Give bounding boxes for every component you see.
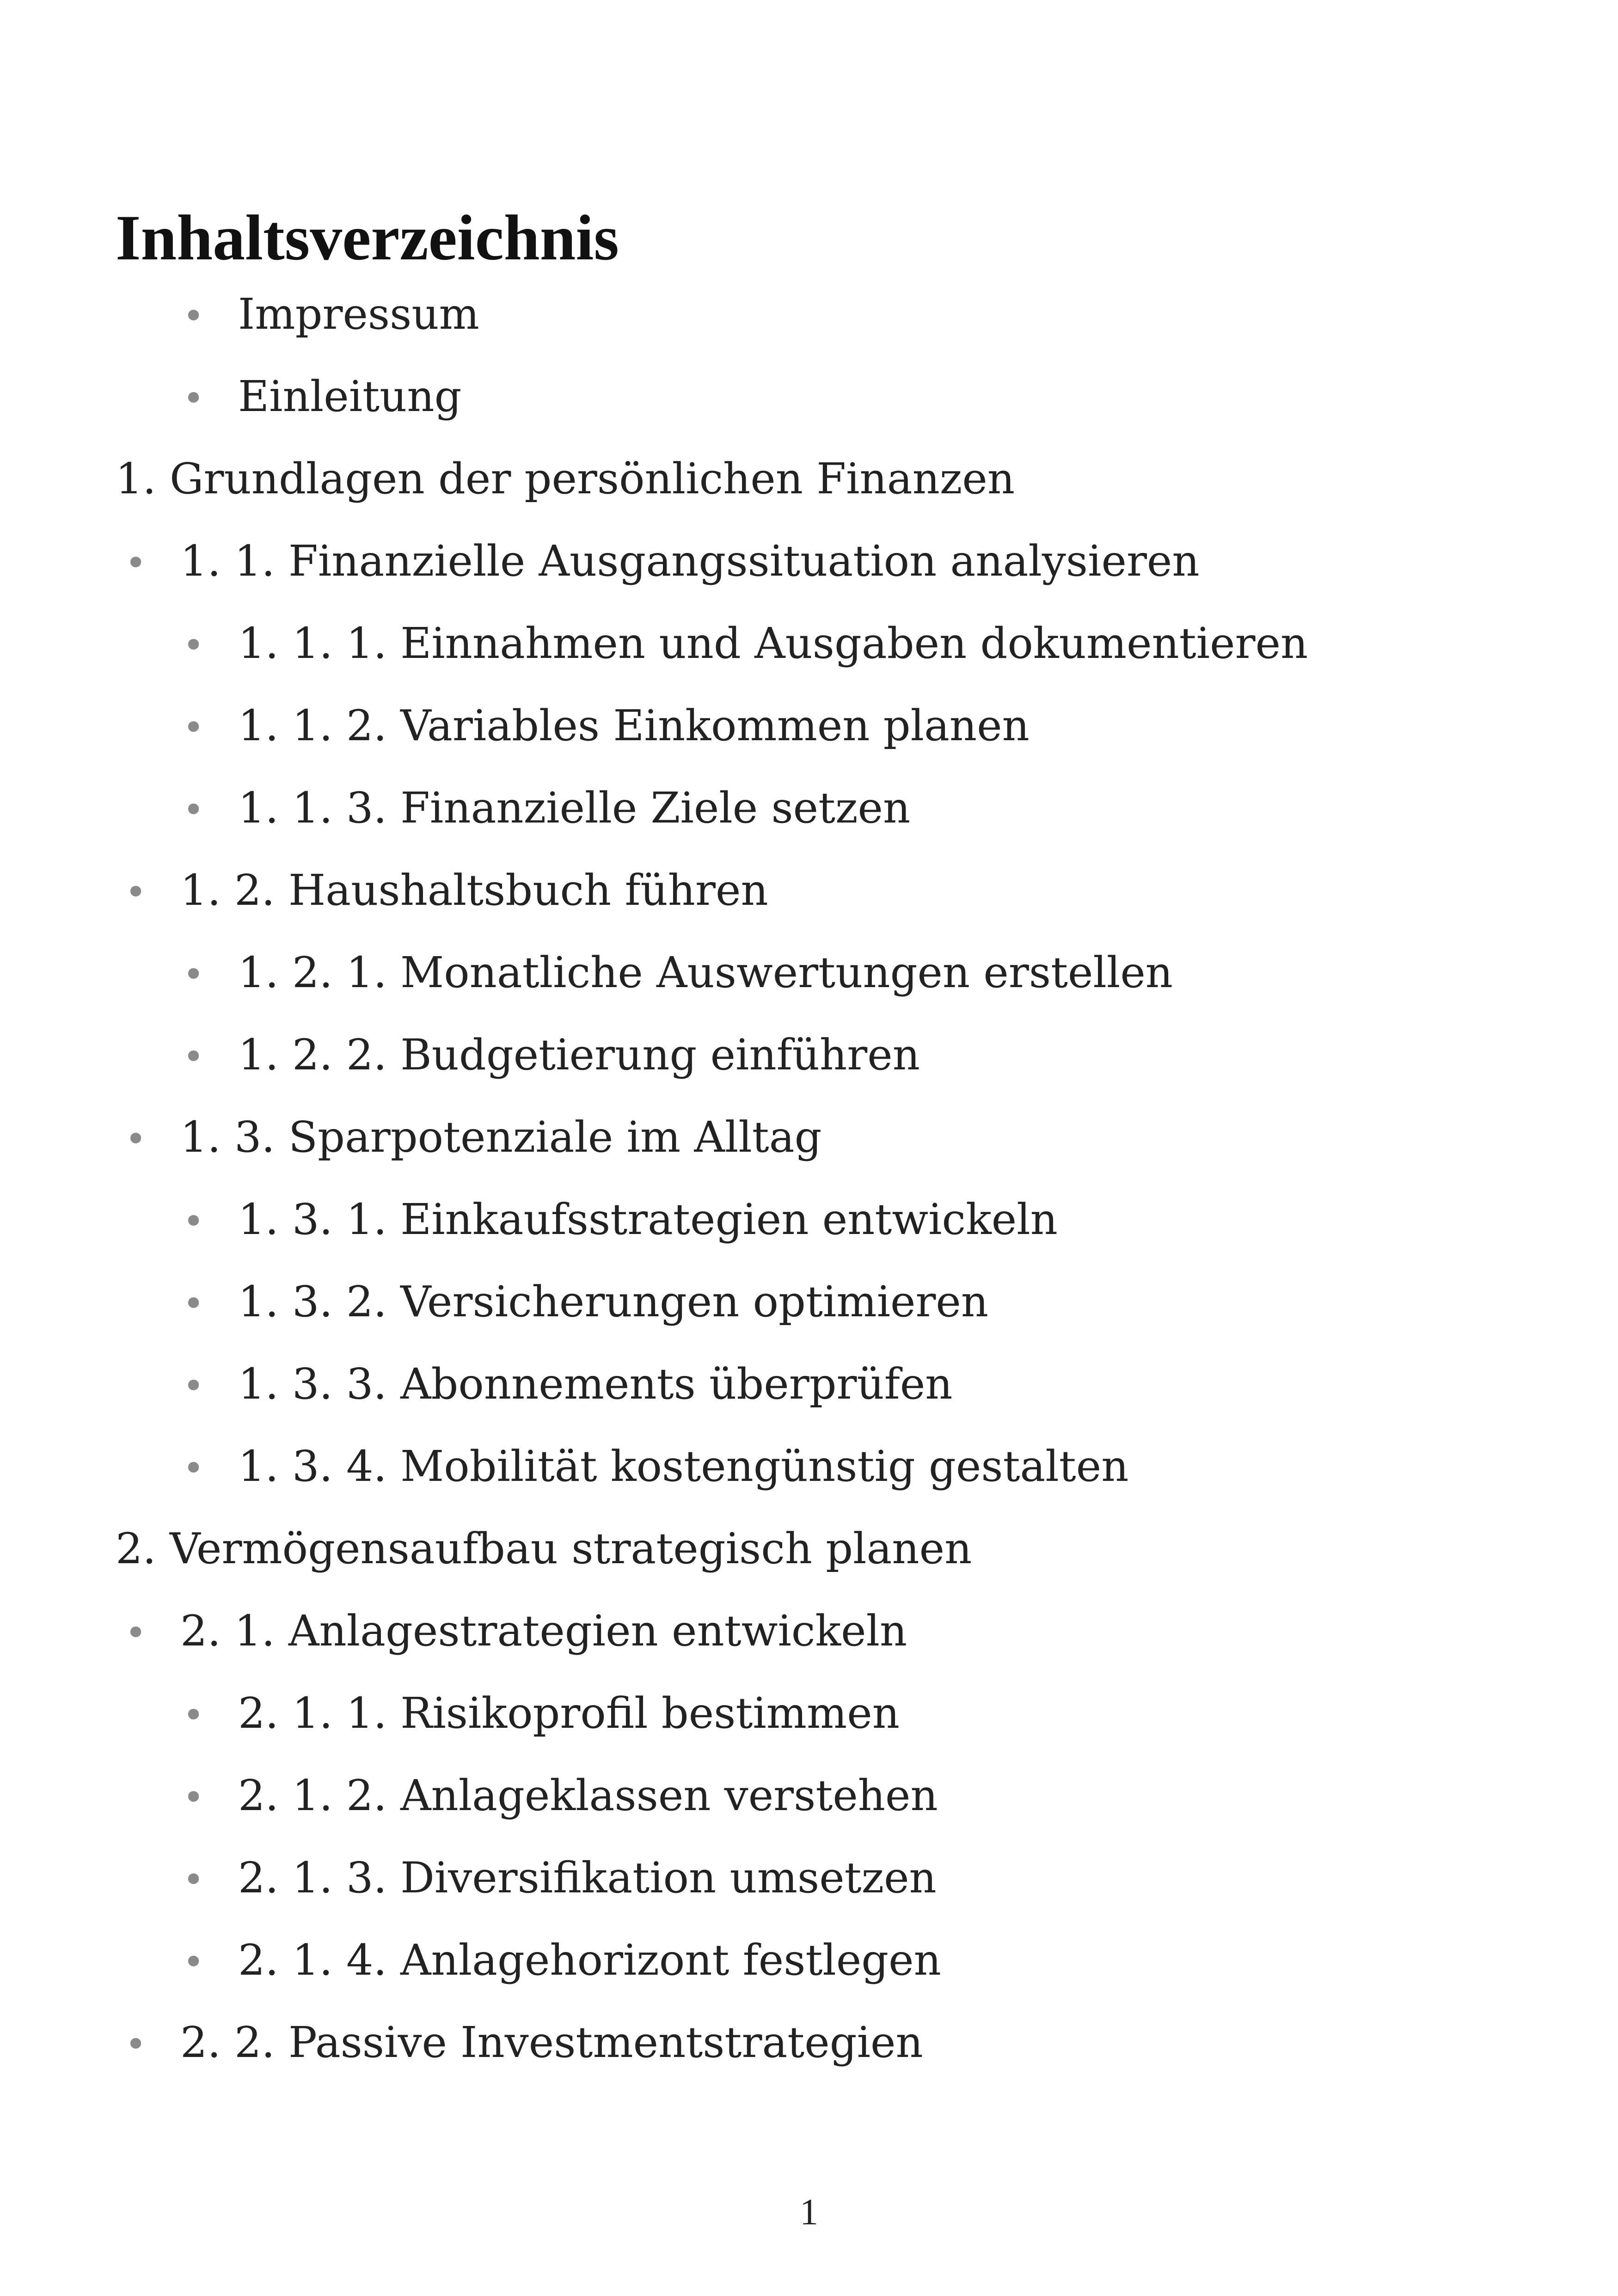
toc-entry[interactable]	[125, 1110, 822, 1167]
toc-entry-label: 1. 3. 1. Einkaufsstrategien entwickeln	[238, 1195, 1058, 1244]
toc-entry[interactable]	[183, 616, 1308, 673]
toc-entry-label: 1. 3. 2. Versicherungen optimieren	[238, 1277, 989, 1326]
bullet-icon: •	[183, 624, 205, 667]
bullet-icon: •	[183, 1035, 205, 1078]
toc-entry[interactable]	[183, 945, 1173, 1002]
toc-entry[interactable]	[116, 451, 1015, 507]
toc-entry-label: 1. 1. 3. Finanzielle Ziele setzen	[238, 783, 911, 833]
bullet-icon: •	[183, 377, 205, 420]
bullet-icon: •	[183, 1364, 205, 1407]
toc-entry[interactable]	[183, 1274, 988, 1332]
toc-entry-label: 1. Grundlagen der persönlichen Finanzen	[116, 454, 1015, 503]
toc-entry-label: Einleitung	[238, 372, 462, 421]
toc-entry[interactable]	[183, 698, 1030, 755]
toc-entry[interactable]	[183, 1192, 1058, 1249]
toc-entry[interactable]	[183, 1933, 941, 1990]
toc-entry-label: 1. 3. 3. Abonnements überprüfen	[238, 1359, 953, 1409]
toc-entry-label: 1. 2. 2. Budgetierung einführen	[238, 1030, 920, 1080]
bullet-icon: •	[183, 1447, 205, 1490]
toc-entry[interactable]	[125, 534, 1200, 591]
toc-entry-label: 1. 2. 1. Monatliche Auswertungen erstellen	[238, 948, 1173, 997]
toc-entry[interactable]	[183, 1686, 900, 1743]
toc-entry-label: 1. 3. Sparpotenziale im Alltag	[180, 1112, 822, 1162]
bullet-icon: •	[183, 295, 205, 338]
toc-entry-label: 2. 1. 3. Diversifikation umsetzen	[238, 1853, 937, 1903]
bullet-icon: •	[183, 1940, 205, 1983]
toc-entry[interactable]	[116, 1521, 972, 1577]
toc-entry-label: 1. 1. Finanzielle Ausgangssituation analysieren	[180, 536, 1200, 586]
bullet-icon: •	[183, 706, 205, 749]
toc-entry-label: 1. 2. Haushaltsbuch führen	[180, 866, 768, 915]
bullet-icon: •	[183, 1694, 205, 1737]
toc-entry[interactable]	[183, 1027, 920, 1085]
bullet-icon: •	[183, 953, 205, 996]
toc-entry-label: 2. 1. 2. Anlageklassen verstehen	[238, 1771, 938, 1820]
toc-entry[interactable]	[183, 1850, 937, 1908]
bullet-icon: •	[183, 1200, 205, 1243]
toc-entry-label: 1. 1. 2. Variables Einkommen planen	[238, 701, 1030, 750]
toc-entry-label: 2. 1. Anlagestrategien entwickeln	[180, 1606, 907, 1656]
bullet-icon: •	[125, 1117, 147, 1160]
bullet-icon: •	[183, 1776, 205, 1819]
toc-entry-label: 1. 3. 4. Mobilität kostengünstig gestalten	[238, 1442, 1129, 1491]
bullet-icon: •	[125, 871, 147, 914]
toc-entry-label: Impressum	[238, 289, 479, 339]
toc-entry[interactable]	[183, 1768, 938, 1825]
bullet-icon: •	[125, 1611, 147, 1654]
toc-entry[interactable]	[125, 863, 768, 920]
toc-entry[interactable]	[183, 369, 462, 426]
toc-entry[interactable]	[125, 2015, 923, 2072]
toc-entry-label: 1. 1. 1. Einnahmen und Ausgaben dokumentieren	[238, 619, 1308, 668]
toc-entry[interactable]	[183, 1357, 953, 1414]
bullet-icon: •	[125, 541, 147, 584]
toc-entry[interactable]	[183, 1439, 1128, 1496]
bullet-icon: •	[125, 2023, 147, 2066]
bullet-icon: •	[183, 1858, 205, 1901]
toc-title: Inhaltsverzeichnis	[116, 202, 619, 274]
toc-entry[interactable]	[183, 287, 479, 344]
toc-entry[interactable]	[125, 1603, 907, 1661]
bullet-icon: •	[183, 1282, 205, 1325]
bullet-icon: •	[183, 788, 205, 831]
toc-entry-label: 2. 2. Passive Investmentstrategien	[180, 2018, 923, 2067]
toc-entry-label: 2. Vermögensaufbau strategisch planen	[116, 1524, 972, 1573]
toc-entry-label: 2. 1. 1. Risikoprofil bestimmen	[238, 1688, 900, 1738]
toc-entry[interactable]	[183, 780, 910, 838]
page-number: 1	[800, 2192, 818, 2233]
toc-entry-label: 2. 1. 4. Anlagehorizont festlegen	[238, 1935, 941, 1985]
